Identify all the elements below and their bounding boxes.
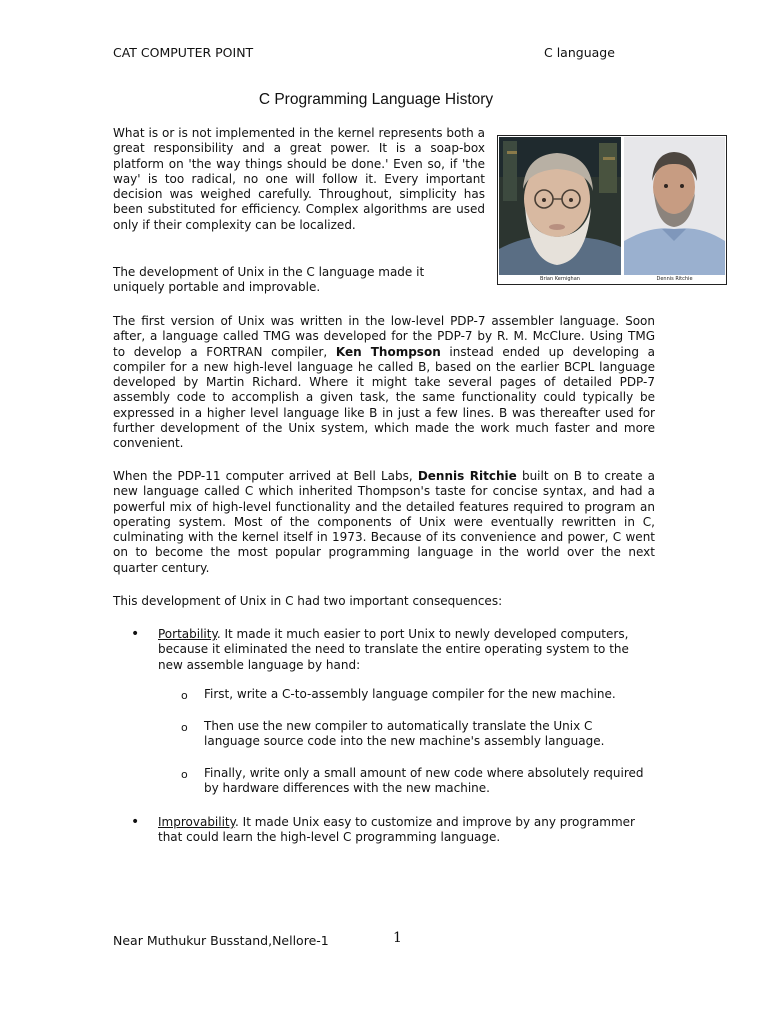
pdp11-text: When the PDP-11 computer arrived at Bell Labs, [113,469,418,483]
improvability-text: . It made Unix easy to customize and improve by any programmer that could learn the high-level C programming language. [158,815,635,845]
footer-address: Near Muthukur Busstand,Nellore-1 [113,933,329,948]
pdp11-text-cont: built on B to create a new language called C which inherited Thompson's taste for concise syntax, and had a powerful mix of high-level functionality and the detailed features required to program an operating system. Most of the components of Unix were eventually rewritten in C, culminating with the kernel itself in 1973. Because of its convenience and power, C went on to become the most popular programming language in the world over the next quarter century. [113,469,655,575]
portability-text: . It made it much easier to port Unix to newly developed computers, because it eliminated the need to translate the entire operating system to the new assemble language by hand: [158,627,629,672]
pdp11-paragraph [113,469,655,576]
step-item: First, write a C-to-assembly language compiler for the new machine. [204,687,616,701]
page-title: C Programming Language History [258,91,494,108]
photo-caption-left: Brian Kernighan [540,276,580,282]
first-version-text-cont: instead ended up developing a compiler for a new high-level language he called B, based on the earlier BCPL language developed by Martin Richard. Where it might take several pages of detailed PDP-7 assembly code to accomplish a given task, the same functionality could typically be expressed in a higher level language like B in just a few lines. B was thereafter used for further development of the Unix system, which made the work much faster and more convenient. [113,344,655,451]
kernighan-photo [499,137,621,275]
step-item: Finally, write only a small amount of new code where absolutely required by hardware differences with the new machine. [204,766,644,796]
ritchie-photo [624,137,725,275]
step-item: Then use the new compiler to automatically translate the Unix C language source code into the new machine's assembly language. [204,719,605,749]
bullet-portability [158,627,643,673]
intro-paragraph: What is or is not implemented in the kernel represents both a great responsibility and a great power. It is a soap-box platform on 'the way things should be done.' Even so, if 'the way' is too radical, no one will follow it. Every important decision was weighed carefully. Throughout, simplicity has been substituted for efficiency. Complex algorithms are used only if their complexity can be localized. [113,126,485,232]
bullet-marker: • [131,814,140,830]
ken-thompson-name: Ken Thompson [335,344,441,359]
first-version-paragraph [113,314,655,452]
improvability-term: Improvability [158,815,236,829]
sub-bullet-marker: o [181,689,188,702]
sub-bullet-marker: o [181,768,188,781]
page-number: 1 [393,930,402,946]
photo-panel [497,135,727,285]
first-version-text: The first version of Unix was written in the low-level PDP-7 assembler language. Soon after, a language called TMG was developed for the PDP-7 by R. M. McClure. Using TMG to develop a FORTRAN compiler, [113,314,655,359]
dennis-ritchie-name: Dennis Ritchie [417,469,517,483]
bullet-improvability [158,815,643,846]
header-left: CAT COMPUTER POINT [113,45,254,60]
bullet-marker: • [131,626,140,642]
consequences-intro: This development of Unix in C had two important consequences: [113,594,503,608]
portability-term: Portability [158,627,217,641]
header-right: C language [544,45,615,60]
portable-note: The development of Unix in the C language made it uniquely portable and improvable. [113,265,425,295]
sub-bullet-marker: o [181,721,188,734]
photo-caption-right: Dennis Ritchie [656,276,693,282]
